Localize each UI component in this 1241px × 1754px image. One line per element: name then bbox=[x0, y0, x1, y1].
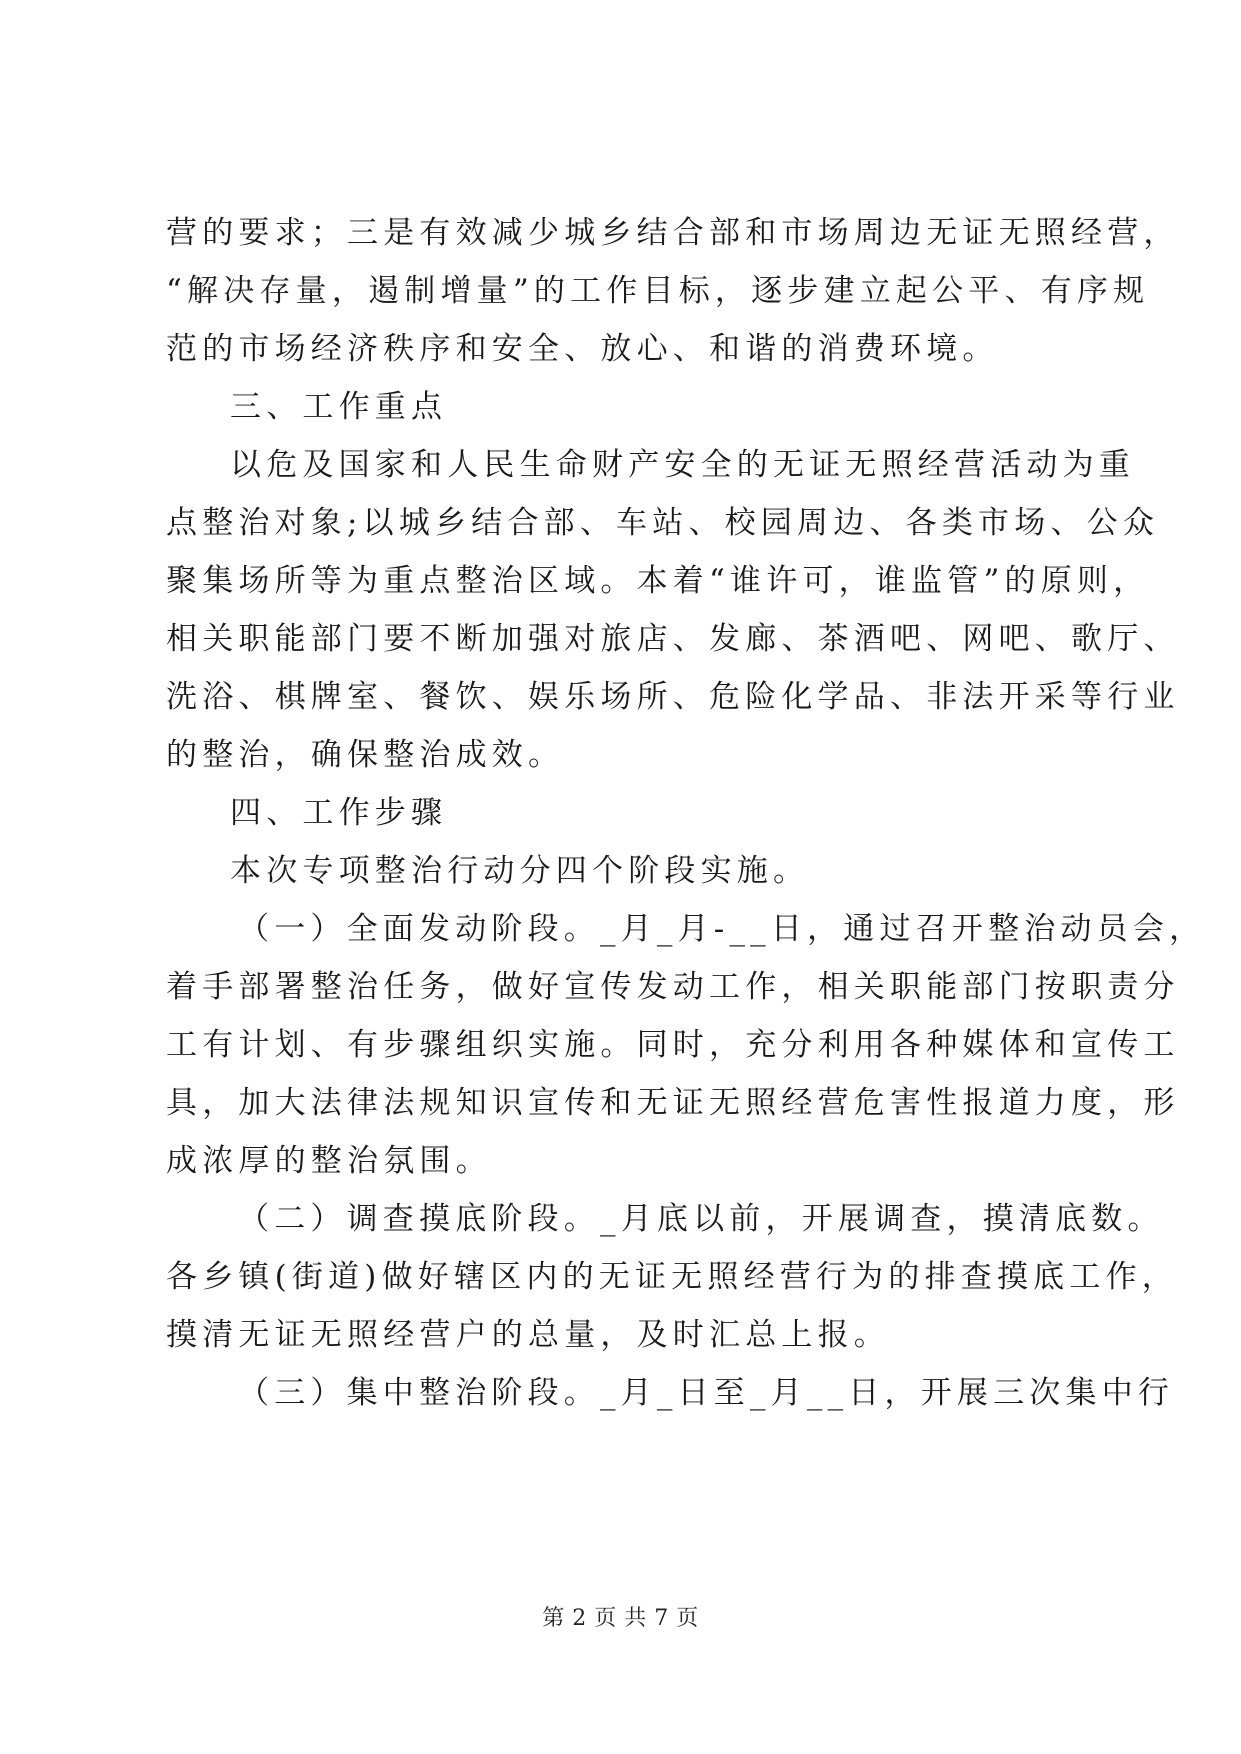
body-line: 摸清无证无照经营户的总量，及时汇总上报。 bbox=[166, 1317, 890, 1353]
section-heading: 四、工作步骤 bbox=[230, 795, 448, 831]
body-line: 本次专项整治行动分四个阶段实施。 bbox=[230, 853, 810, 889]
body-line: 洗浴、棋牌室、餐饮、娱乐场所、危险化学品、非法开采等行业 bbox=[166, 679, 1180, 715]
body-line: 点整治对象;以城乡结合部、车站、校园周边、各类市场、公众 bbox=[166, 505, 1160, 541]
body-line: （三）集中整治阶段。_月_日至_月__日，开展三次集中行 bbox=[238, 1375, 1175, 1411]
body-line: “解决存量，遏制增量”的工作目标，逐步建立起公平、有序规 bbox=[166, 273, 1150, 309]
body-line: 成浓厚的整治氛围。 bbox=[166, 1143, 492, 1179]
body-line: 工有计划、有步骤组织实施。同时，充分利用各种媒体和宣传工 bbox=[166, 1027, 1180, 1063]
body-line: 以危及国家和人民生命财产安全的无证无照经营活动为重 bbox=[230, 447, 1135, 483]
section-heading: 三、工作重点 bbox=[230, 389, 448, 425]
body-line: （一）全面发动阶段。_月_月-__日，通过召开整治动员会， bbox=[238, 911, 1206, 947]
body-line: 范的市场经济秩序和安全、放心、和谐的消费环境。 bbox=[166, 331, 999, 367]
page-number-footer: 第 2 页 共 7 页 bbox=[542, 1606, 699, 1631]
body-line: 相关职能部门要不断加强对旅店、发廊、茶酒吧、网吧、歌厅、 bbox=[166, 621, 1180, 657]
body-line: （二）调查摸底阶段。_月底以前，开展调查，摸清底数。 bbox=[238, 1201, 1164, 1237]
body-line: 着手部署整治任务，做好宣传发动工作，相关职能部门按职责分 bbox=[166, 969, 1180, 1005]
body-line: 的整治，确保整治成效。 bbox=[166, 737, 565, 773]
body-line: 营的要求；三是有效减少城乡结合部和市场周边无证无照经营， bbox=[166, 215, 1180, 251]
body-line: 各乡镇(街道)做好辖区内的无证无照经营行为的排查摸底工作， bbox=[166, 1259, 1178, 1295]
body-line: 具，加大法律法规知识宣传和无证无照经营危害性报道力度，形 bbox=[166, 1085, 1180, 1121]
body-line: 聚集场所等为重点整治区域。本着“谁许可，谁监管”的原则， bbox=[166, 563, 1150, 599]
